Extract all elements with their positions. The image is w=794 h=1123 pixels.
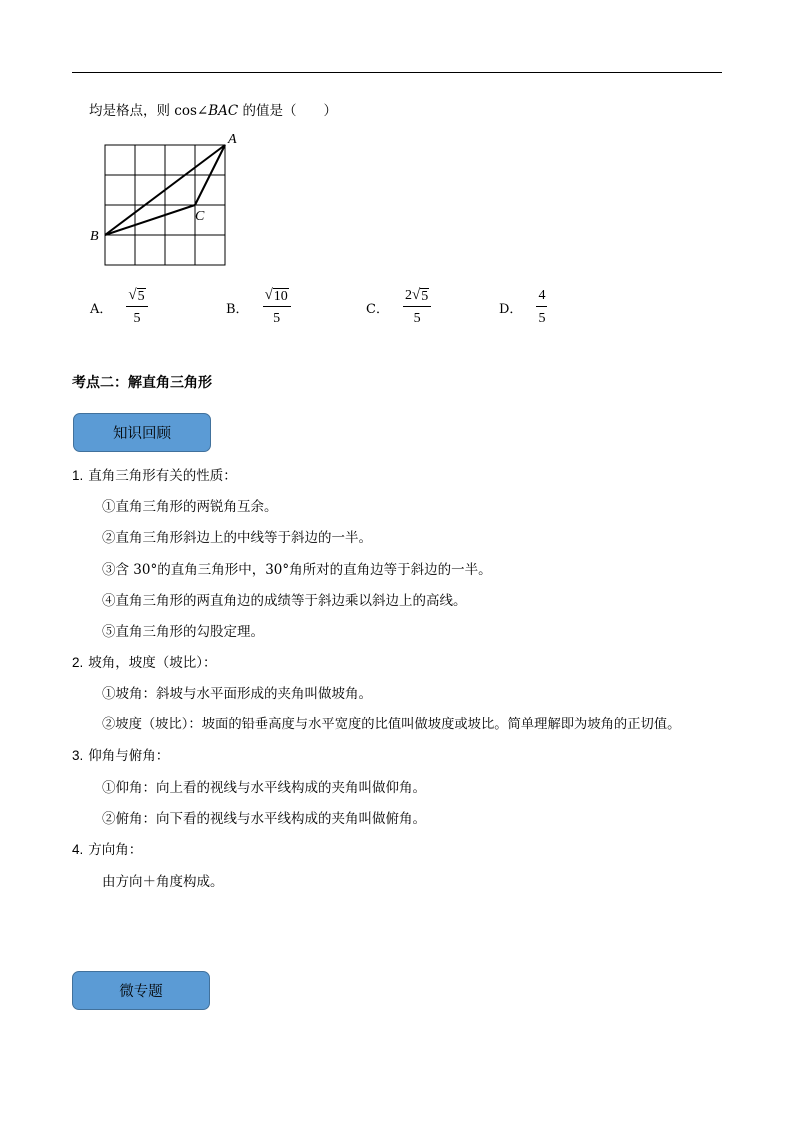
item-4-title xyxy=(72,841,142,859)
option-c[interactable] xyxy=(366,284,431,330)
micro-topic-button[interactable]: 微专题 xyxy=(72,971,210,1010)
option-d-label: D． xyxy=(499,301,523,317)
item-number: 1. xyxy=(72,468,84,483)
item-2-sub-1: ①坡角：斜坡与水平面形成的夹角叫做坡角。 xyxy=(102,686,372,702)
item-2-sub-2: ②坡度（坡比）：坡面的铅垂高度与水平宽度的比值叫做坡度或坡比。简单理解即为坡角的正切值。 xyxy=(102,717,681,732)
radicand: 5 xyxy=(137,289,145,304)
stem-angle-var: BAC xyxy=(208,103,239,119)
stem-prefix: 均是格点，则 cos∠ xyxy=(89,103,209,119)
option-b-fraction xyxy=(263,287,291,327)
point-a-label: A xyxy=(228,132,237,147)
denominator: 5 xyxy=(273,311,281,326)
option-c-label: C． xyxy=(366,301,389,317)
item-1-sub-3: ③含 30°的直角三角形中，30°角所对的直角边等于斜边的一半。 xyxy=(102,562,492,578)
item-1-sub-4: ④直角三角形的两直角边的成绩等于斜边乘以斜边上的高线。 xyxy=(102,593,467,609)
item-1-sub-2: ②直角三角形斜边上的中线等于斜边的一半。 xyxy=(102,530,372,546)
option-d-fraction xyxy=(536,287,547,327)
option-d[interactable] xyxy=(499,284,547,330)
grid-lines xyxy=(105,145,225,265)
radical-sign: √ xyxy=(128,287,137,303)
side-bc xyxy=(105,205,195,235)
stem-suffix: 的值是（ ） xyxy=(238,103,338,119)
item-3-title xyxy=(72,747,169,765)
item-4-sub-1: 由方向＋角度构成。 xyxy=(102,874,224,890)
item-1-title xyxy=(72,467,237,485)
numerator: 4 xyxy=(536,287,547,307)
item-title: 方向角： xyxy=(88,842,143,858)
option-a[interactable] xyxy=(90,284,148,330)
item-title: 坡角，坡度（坡比）： xyxy=(88,655,217,671)
point-c-label: C xyxy=(195,209,205,224)
point-b-label: B xyxy=(90,229,99,244)
option-b-label: B． xyxy=(226,301,249,317)
option-a-label: A． xyxy=(90,301,113,317)
denominator: 5 xyxy=(133,311,141,326)
item-1-sub-5: ⑤直角三角形的勾股定理。 xyxy=(102,624,264,640)
item-3-sub-1: ①仰角：向上看的视线与水平线构成的夹角叫做仰角。 xyxy=(102,780,426,796)
question-stem xyxy=(89,102,337,120)
radical-sign: √ xyxy=(264,287,273,303)
radical-sign: √ xyxy=(411,287,421,303)
item-2-title xyxy=(72,654,217,672)
option-b[interactable] xyxy=(226,284,291,330)
item-number: 4. xyxy=(72,842,84,857)
option-c-fraction xyxy=(403,287,431,327)
grid-figure xyxy=(84,128,244,273)
item-title: 直角三角形有关的性质： xyxy=(88,468,237,484)
item-3-sub-2: ②俯角：向下看的视线与水平线构成的夹角叫做俯角。 xyxy=(102,811,426,827)
radicand: 10 xyxy=(273,289,288,304)
header-rule xyxy=(72,72,722,73)
item-1-sub-1: ①直角三角形的两锐角互余。 xyxy=(102,499,278,515)
item-title: 仰角与俯角： xyxy=(88,748,170,764)
coefficient: 2 xyxy=(404,288,412,303)
item-number: 2. xyxy=(72,655,84,670)
option-a-fraction xyxy=(126,287,147,327)
denominator: 5 xyxy=(413,311,421,326)
radicand: 5 xyxy=(421,289,429,304)
item-number: 3. xyxy=(72,748,84,763)
denominator: 5 xyxy=(538,311,546,326)
knowledge-review-button[interactable]: 知识回顾 xyxy=(73,413,211,452)
section-title: 考点二：解直角三角形 xyxy=(72,375,212,391)
